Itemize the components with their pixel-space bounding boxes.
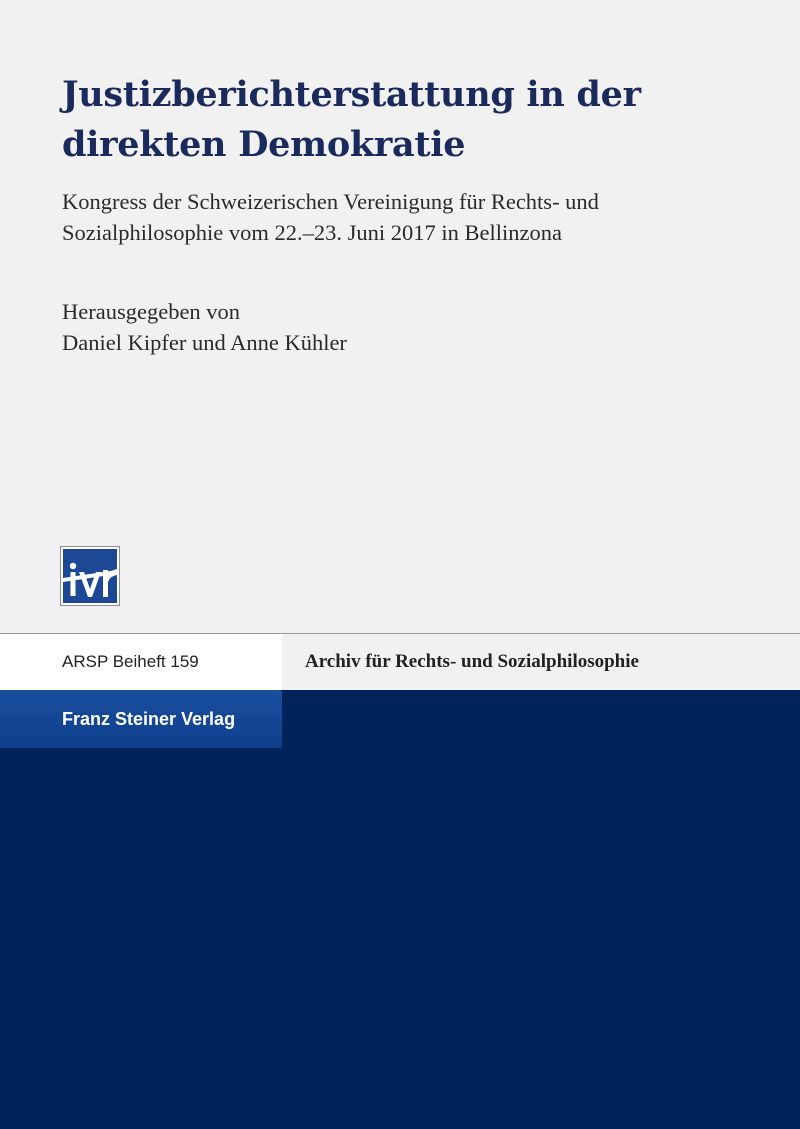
ivr-logo-icon — [60, 546, 120, 606]
ivr-logo-graphic — [61, 547, 119, 605]
editors-names: Daniel Kipfer und Anne Kühler — [62, 330, 347, 355]
series-label: ARSP Beiheft 159 — [62, 652, 199, 671]
book-title-line-1: Justizberichterstattung in der — [62, 74, 641, 115]
series-name: Archiv für Rechts- und Sozialphilosophie — [305, 651, 639, 672]
book-title-line-2: direkten Demokratie — [62, 124, 466, 165]
book-subtitle — [62, 186, 782, 248]
book-subtitle-line-1: Kongress der Schweizerischen Vereinigung für Rechts- und — [62, 189, 599, 214]
editors-label: Herausgegeben von — [62, 299, 241, 324]
book-subtitle-line-2: Sozialphilosophie vom 22.–23. Juni 2017 in Bellinzona — [62, 220, 562, 245]
publisher-name: Franz Steiner Verlag — [62, 709, 236, 729]
navy-panel — [0, 690, 800, 1129]
editors-block — [62, 296, 762, 358]
book-title — [62, 70, 762, 170]
